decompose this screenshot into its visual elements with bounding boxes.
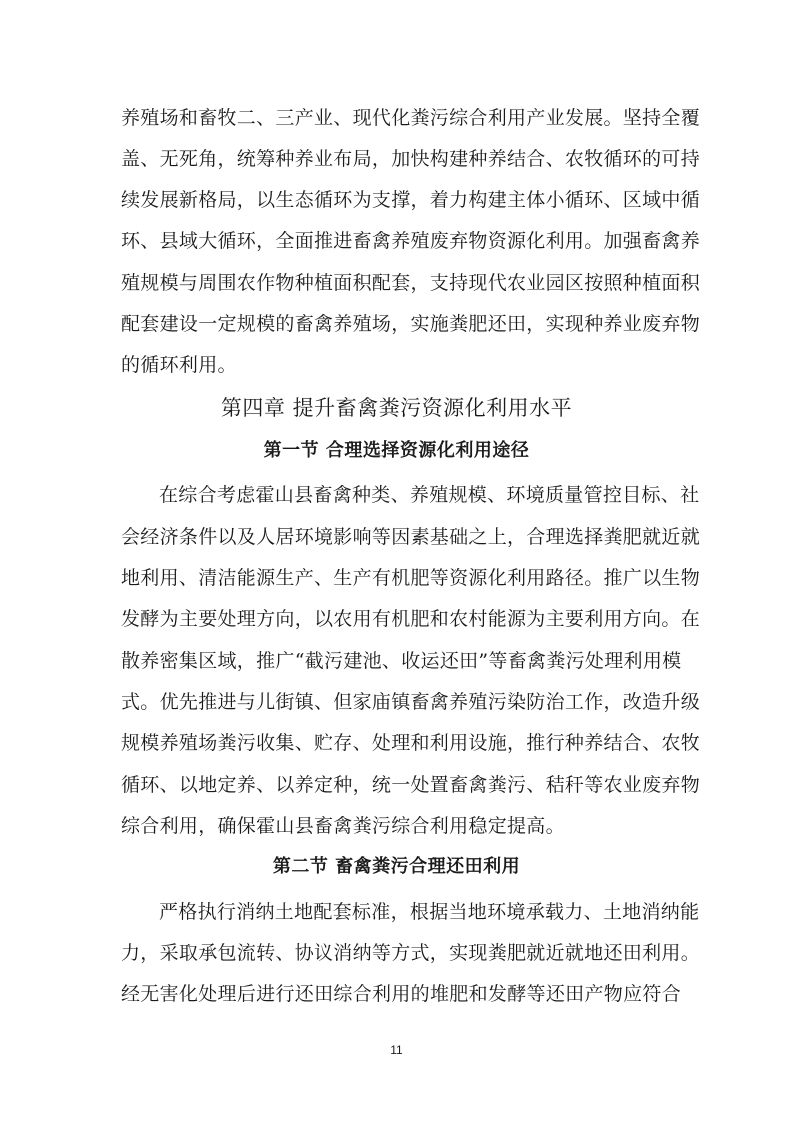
text-line: 规模养殖场粪污收集、贮存、处理和利用设施，推行种养结合、农牧 xyxy=(121,732,701,754)
text-line: 严格执行消纳土地配套标准，根据当地环境承载力、土地消纳能 xyxy=(159,901,700,923)
text-line: 配套建设一定规模的畜禽养殖场，实施粪肥还田，实现种养业废弃物 xyxy=(121,313,701,335)
text-line: 养殖场和畜牧二、三产业、现代化粪污综合利用产业发展。坚持全覆 xyxy=(121,107,701,129)
text-line: 综合利用，确保霍山县畜禽粪污综合利用稳定提高。 xyxy=(121,815,565,837)
text-line: 在综合考虑霍山县畜禽种类、养殖规模、环境质量管控目标、社 xyxy=(159,484,700,506)
text-line: 续发展新格局，以生态循环为支撑，着力构建主体小循环、区域中循 xyxy=(121,189,701,211)
text-line: 环、县域大循环，全面推进畜禽养殖废弃物资源化利用。加强畜禽养 xyxy=(121,230,701,252)
text-line: 式。优先推进与儿街镇、但家庙镇畜禽养殖污染防治工作，改造升级 xyxy=(121,691,701,713)
text-line: 经无害化处理后进行还田综合利用的堆肥和发酵等还田产物应符合 xyxy=(121,983,681,1005)
text-line: 会经济条件以及人居环境影响等因素基础之上，合理选择粪肥就近就 xyxy=(121,526,701,548)
text-line: 力，采取承包流转、协议消纳等方式，实现粪肥就近就地还田利用。 xyxy=(121,942,701,964)
chapter-title: 第四章 提升畜禽粪污资源化利用水平 xyxy=(220,396,573,420)
text-line: 散养密集区域，推广“截污建池、收运还田”等畜禽粪污处理利用模 xyxy=(121,650,682,672)
text-line: 发酵为主要处理方向，以农用有机肥和农村能源为主要利用方向。在 xyxy=(121,608,701,630)
page-number: 11 xyxy=(390,1043,403,1057)
section-title-1: 第一节 合理选择资源化利用途径 xyxy=(263,440,530,461)
section-title-2: 第二节 畜禽粪污合理还田利用 xyxy=(272,856,521,877)
text-line: 盖、无死角，统筹种养业布局，加快构建种养结合、农牧循环的可持 xyxy=(121,148,701,170)
text-line: 殖规模与周围农作物种植面积配套，支持现代农业园区按照种植面积 xyxy=(121,272,701,294)
text-line: 地利用、清洁能源生产、生产有机肥等资源化利用路径。推广以生物 xyxy=(121,567,701,589)
text-line: 循环、以地定养、以养定种，统一处置畜禽粪污、秸秆等农业废弃物 xyxy=(121,774,701,796)
text-line: 的循环利用。 xyxy=(121,354,237,376)
